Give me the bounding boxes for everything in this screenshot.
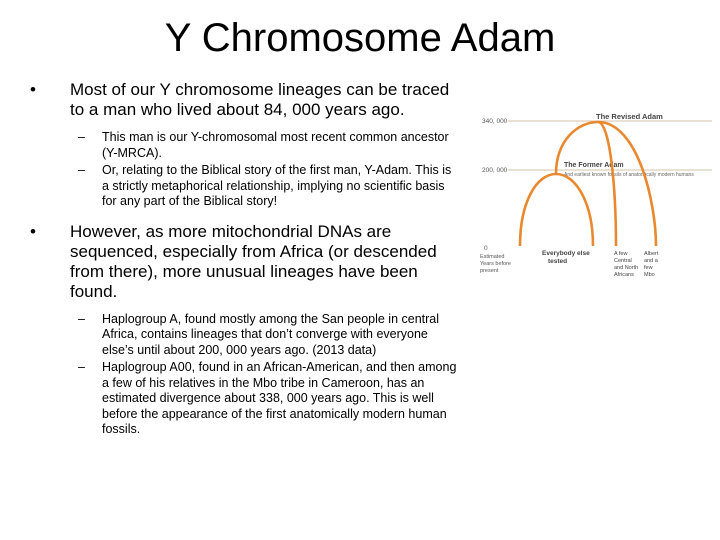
sub-bullet-text: This man is our Y-chromosomal most recent common ancestor (Y-MRCA). xyxy=(102,130,449,160)
sub-bullet-item xyxy=(30,130,460,161)
everybody-else-label: Everybody else tested xyxy=(542,250,590,265)
bullet-list xyxy=(30,80,460,440)
revised-adam-label: The Revised Adam xyxy=(596,112,663,121)
few-central-africans-label: A few Central and North Africans xyxy=(614,251,639,278)
bullet-glyph: • xyxy=(30,80,36,99)
slide-title: Y Chromosome Adam xyxy=(164,16,556,60)
sub-bullet-text: Or, relating to the Biblical story of the first man, Y-Adam. This is a strictly metaphorical relationship, implying no scientific basis for any part of the Biblical story! xyxy=(102,163,452,208)
sub-bullet-item xyxy=(30,312,460,359)
bullet-glyph: • xyxy=(30,221,36,241)
former-adam-sublabel: And earliest known fossils of anatomically modern humans xyxy=(564,172,694,178)
bullet-item xyxy=(30,80,460,120)
dash-glyph: – xyxy=(78,360,85,374)
albert-mbo-label: Albert and a few Mbo xyxy=(644,251,659,278)
tick-label-340k: 340, 000 xyxy=(482,118,508,125)
axis-note: Estimated Years before present xyxy=(480,254,511,274)
bullet-text: However, as more mitochondrial DNAs are sequenced, especially from Africa (or descended from there), more unusual lineages have been found. xyxy=(70,221,437,301)
y-adam-tree-figure xyxy=(478,108,714,300)
dash-glyph: – xyxy=(78,130,85,144)
tick-label-200k: 200, 000 xyxy=(482,167,508,174)
dash-glyph: – xyxy=(78,311,85,326)
sub-bullet-text: Haplogroup A, found mostly among the San people in central Africa, contains lineages that don’t converge with everyone else’s until about 200, 000 years ago. (2013 data) xyxy=(102,311,440,357)
former-adam-label: The Former Adam xyxy=(564,162,624,169)
branch-everybody-else xyxy=(520,174,593,246)
bullet-item xyxy=(30,222,460,302)
sub-bullet-text: Haplogroup A00, found in an African-American, and then among a few of his relatives in the Mbo tribe in Cameroon, has an estimated divergence about 338, 000 years ago. This is well before the appearance of the first anatomically modern human fossils. xyxy=(102,360,457,436)
sub-bullet-item xyxy=(30,360,460,438)
sub-bullet-item xyxy=(30,163,460,210)
branch-central-north-africans xyxy=(556,122,616,246)
tick-label-0: 0 xyxy=(484,245,488,252)
bullet-text: Most of our Y chromosome lineages can be traced to a man who lived about 84, 000 years ago. xyxy=(70,80,450,119)
dash-glyph: – xyxy=(78,163,85,177)
